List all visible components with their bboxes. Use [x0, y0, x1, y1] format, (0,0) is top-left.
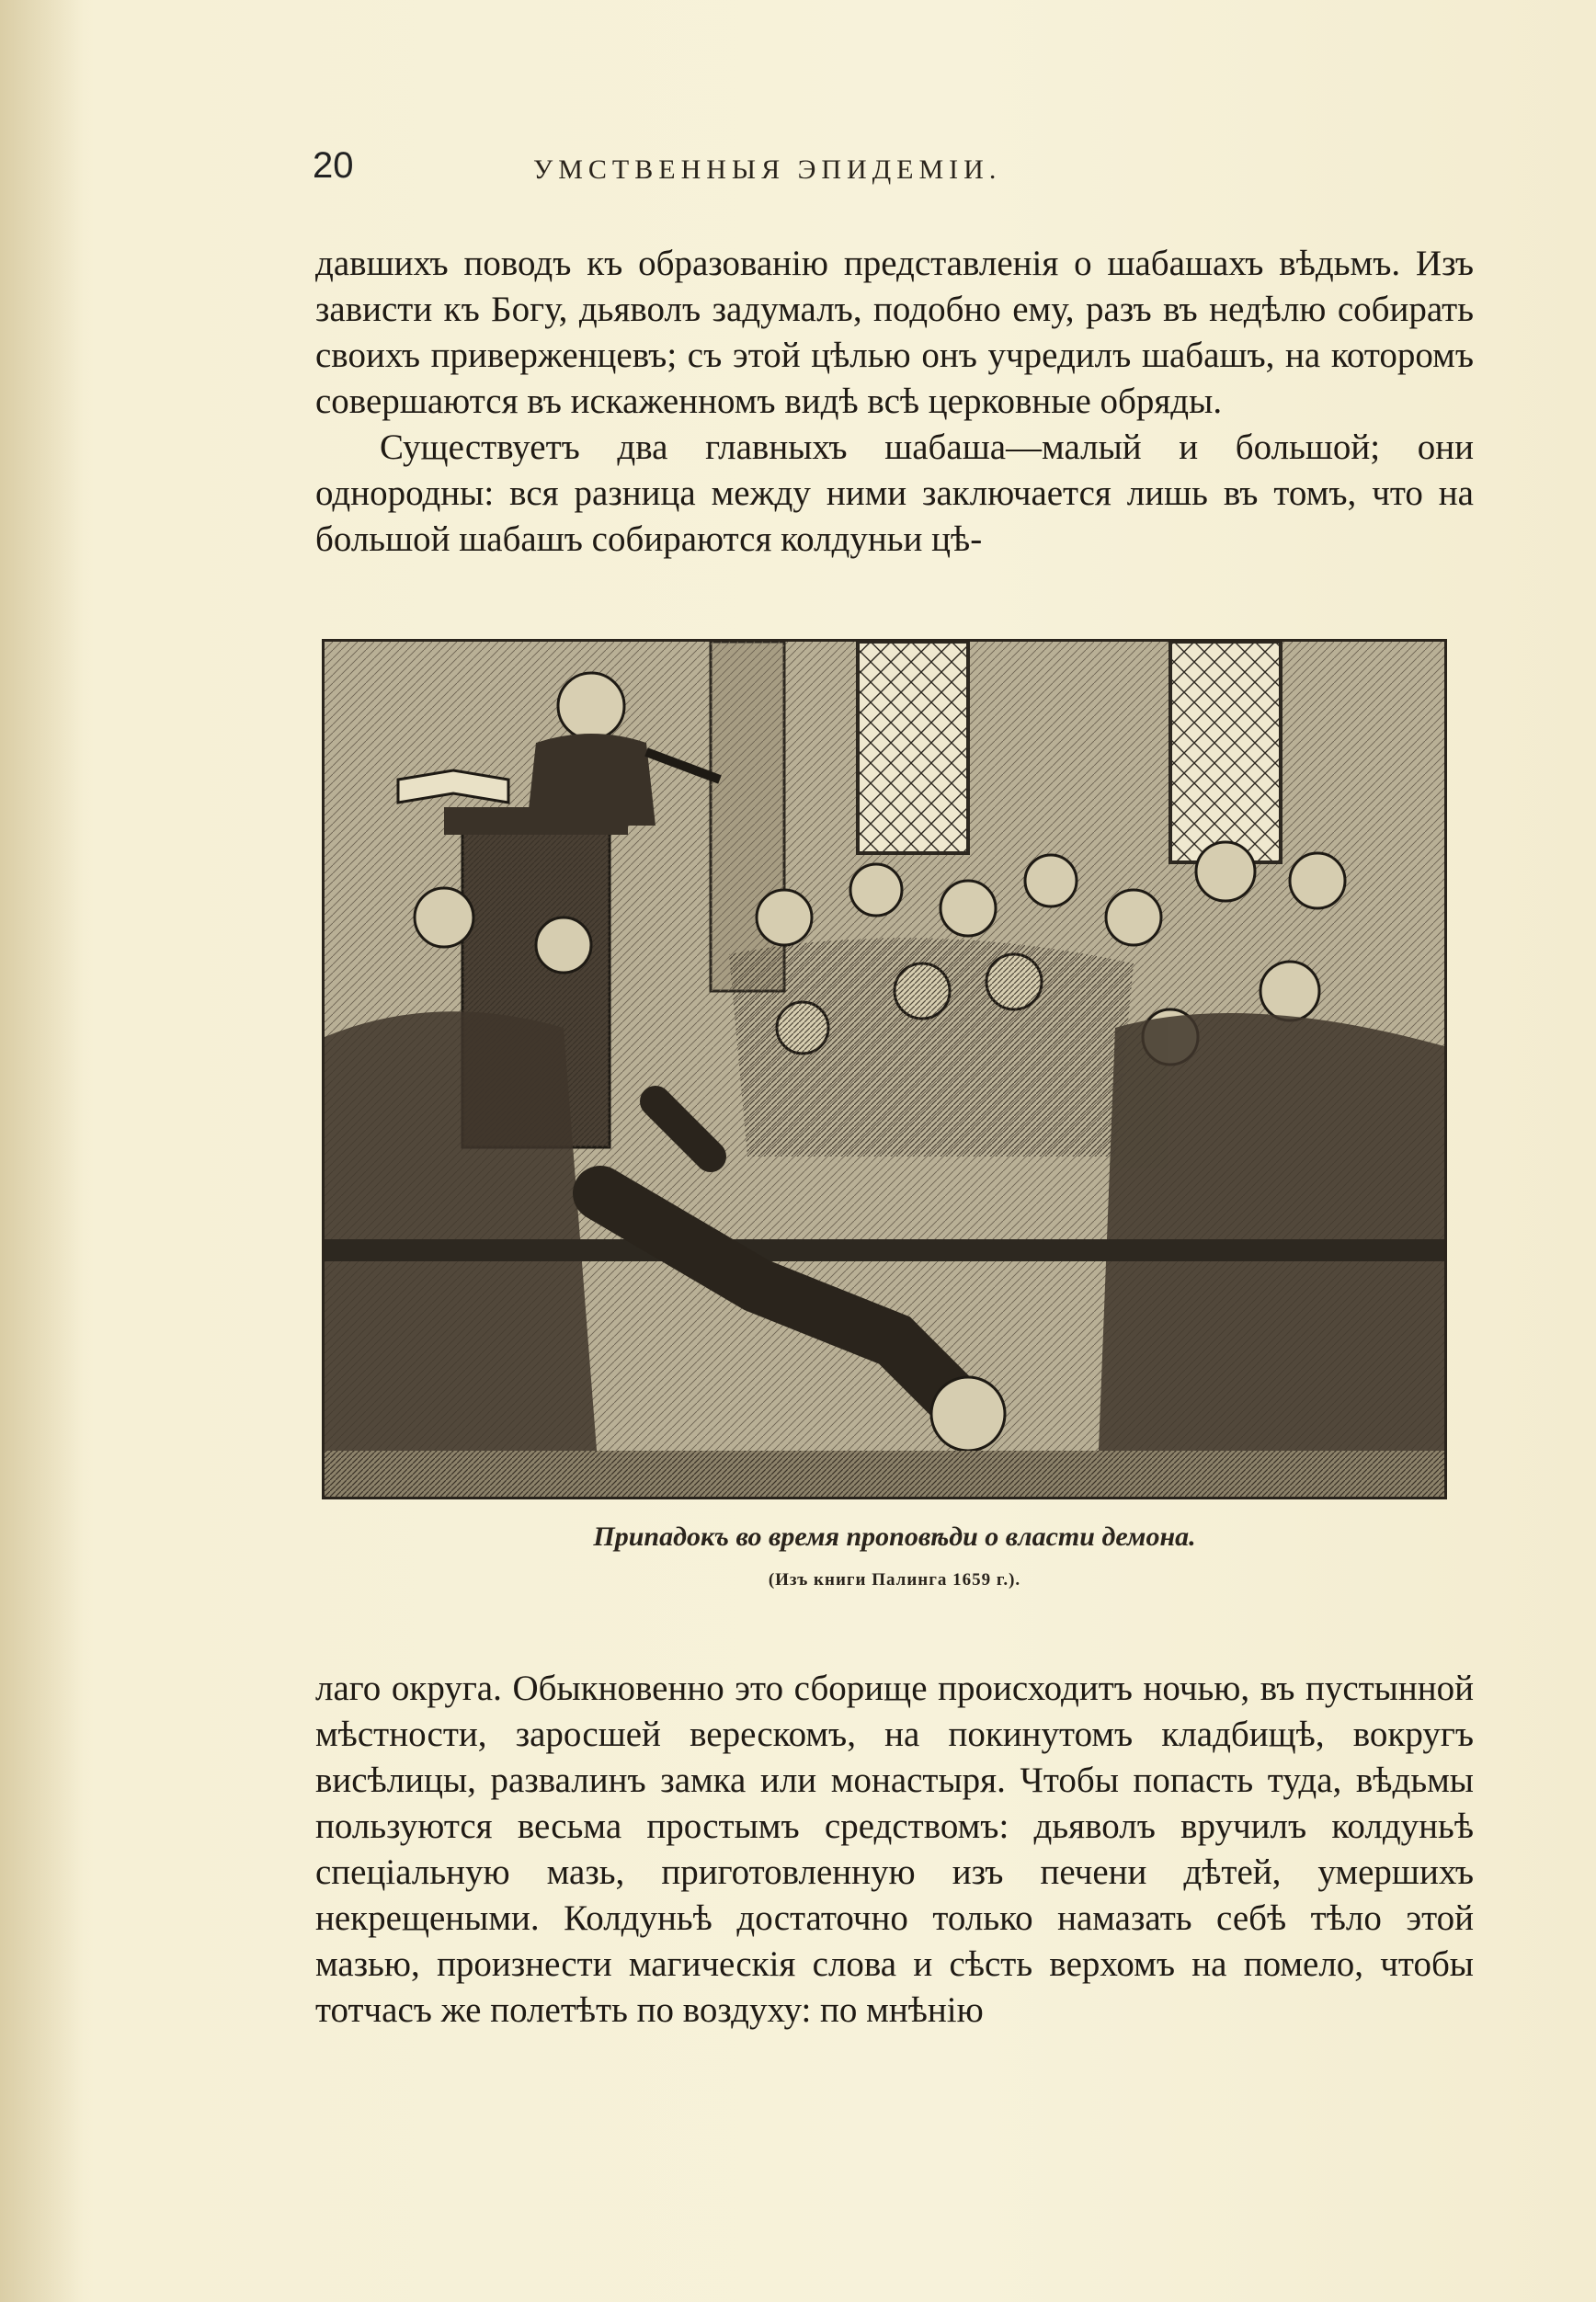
bench — [325, 1239, 1444, 1261]
page-header — [313, 145, 1232, 191]
engraving-illustration — [322, 639, 1447, 1499]
paragraph-sabbaths: Существуетъ два главныхъ шабаша—малый и большой; они однородны: вся разница между ними заключается лишь въ томъ, что на большой шабашъ собираются колдуньи цѣ- — [315, 427, 1474, 559]
church-window-left — [858, 642, 968, 853]
bottom-text-block — [315, 1666, 1474, 2034]
running-title: УМСТВЕННЫЯ ЭПИДЕМІИ. — [533, 154, 1002, 185]
paragraph-continued: давшихъ поводъ къ образованію представленія о шабашахъ вѣдьмъ. Изъ зависти къ Богу, дьяволъ задумалъ, подобно ему, разъ въ недѣлю собирать своихъ приверженцевъ; съ этой цѣлью онъ учредилъ шабашъ, на которомъ совершаются въ искаженномъ видѣ всѣ церковные обряды. — [315, 244, 1474, 421]
top-text-block — [315, 241, 1474, 563]
illustration-source: (Изъ книги Палинга 1659 г.). — [768, 1570, 1021, 1590]
paragraph-gathering: лаго округа. Обыкновенно это сборище происходитъ ночью, въ пустынной мѣстности, заросшей верескомъ, на покинутомъ кладбищѣ, вокругъ висѣлицы, развалинъ замка или монастыря. Чтобы попасть туда, вѣдьмы пользуются весьма простымъ средствомъ: дьяволъ вручилъ колдуньѣ спеціальную мазь, приготовленную изъ печени дѣтей, умершихъ некрещеными. Колдуньѣ достаточно только намазать себѣ тѣло этой мазью, произнести магическія слова и сѣсть верхомъ на помело, чтобы тотчасъ же полетѣть по воздуху: по мнѣнію — [315, 1669, 1474, 2030]
church-window-right — [1170, 642, 1281, 862]
illustration-caption: Припадокъ во время проповѣди о власти демона. — [593, 1521, 1196, 1552]
engraving-image — [325, 642, 1444, 1497]
page-number: 20 — [313, 145, 354, 186]
page-edge-shadow — [0, 0, 83, 2302]
